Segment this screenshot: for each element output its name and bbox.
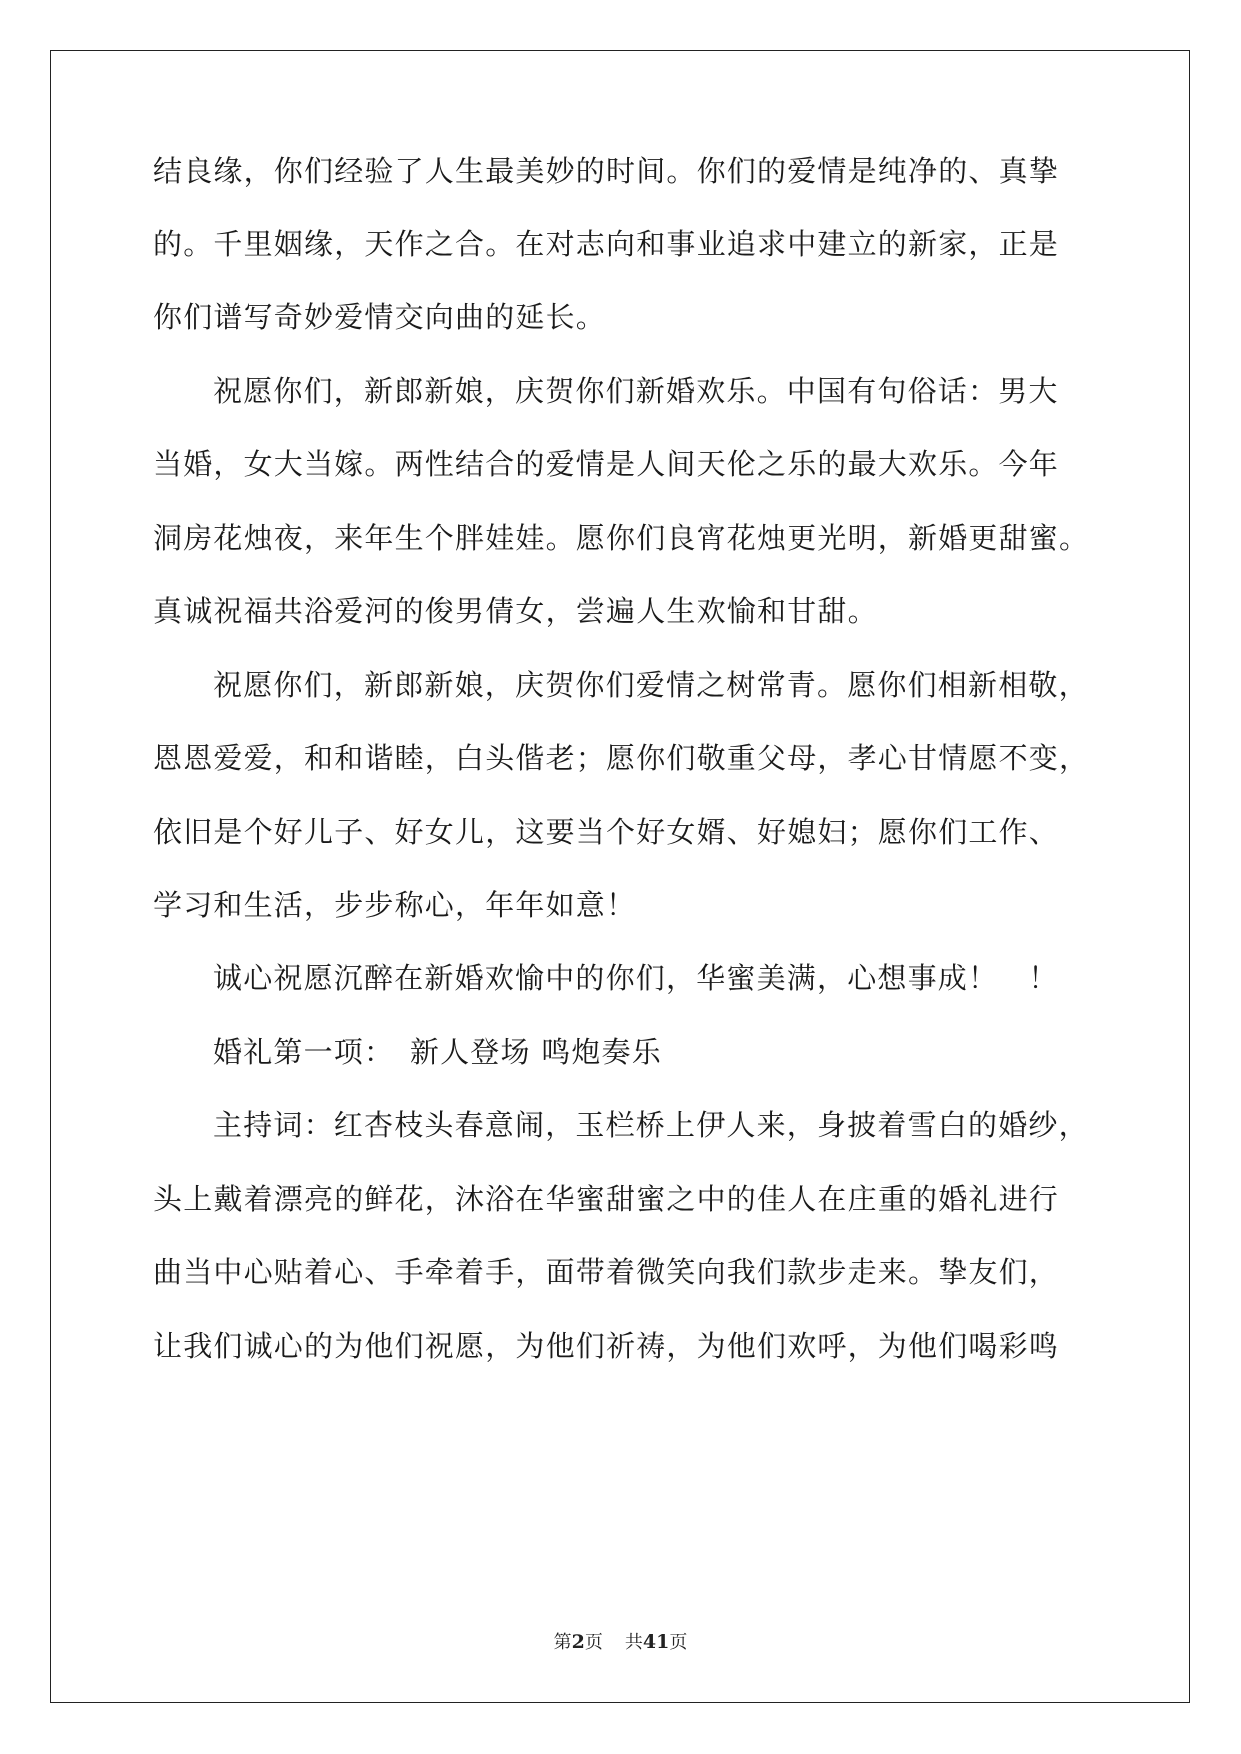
text-line: 学习和生活，步步称心，年年如意！ [153, 888, 637, 922]
text-line: 结良缘，你们经验了人生最美妙的时间。你们的爱情是纯净的、真挚 [153, 154, 1060, 188]
text-line: 的。千里姻缘，天作之合。在对志向和事业追求中建立的新家，正是 [153, 227, 1060, 261]
total-suffix: 页 [669, 1632, 688, 1653]
text-line: 诚心祝愿沉醉在新婚欢愉中的你们，华蜜美满，心想事成！ ！ [213, 961, 1059, 995]
text-line: 洞房花烛夜，来年生个胖娃娃。愿你们良宵花烛更光明，新婚更甜蜜。 [153, 521, 1090, 555]
text-line: 婚礼第一项： 新人登场 鸣炮奏乐 [213, 1035, 662, 1069]
page-prefix: 第 [553, 1632, 572, 1653]
text-line: 依旧是个好儿子、好女儿，这要当个好女婿、好媳妇；愿你们工作、 [153, 815, 1060, 849]
page-suffix: 页 [584, 1632, 603, 1653]
text-line: 祝愿你们，新郎新娘，庆贺你们新婚欢乐。中国有句俗话：男大 [213, 374, 1059, 408]
text-line: 祝愿你们，新郎新娘，庆贺你们爱情之树常青。愿你们相新相敬， [213, 668, 1089, 702]
text-line: 头上戴着漂亮的鲜花，沐浴在华蜜甜蜜之中的佳人在庄重的婚礼进行 [153, 1182, 1060, 1216]
text-line: 恩恩爱爱，和和谐睦，白头偕老；愿你们敬重父母，孝心甘情愿不变， [153, 741, 1090, 775]
text-line: 主持词：红杏枝头春意闹，玉栏桥上伊人来，身披着雪白的婚纱， [213, 1108, 1089, 1142]
text-line: 当婚，女大当嫁。两性结合的爱情是人间天伦之乐的最大欢乐。今年 [153, 447, 1060, 481]
text-line: 曲当中心贴着心、手牵着手，面带着微笑向我们款步走来。挚友们， [153, 1255, 1060, 1289]
total-pages: 41 [642, 1631, 670, 1653]
page-number: 2 [571, 1631, 585, 1653]
text-line: 真诚祝福共浴爱河的俊男倩女，尝遍人生欢愉和甘甜。 [153, 594, 878, 628]
total-prefix: 共 [624, 1632, 643, 1653]
page-footer [0, 1630, 1241, 1655]
text-line: 让我们诚心的为他们祝愿，为他们祈祷，为他们欢呼，为他们喝彩鸣 [153, 1329, 1060, 1363]
text-line: 你们谱写奇妙爱情交向曲的延长。 [153, 300, 607, 334]
